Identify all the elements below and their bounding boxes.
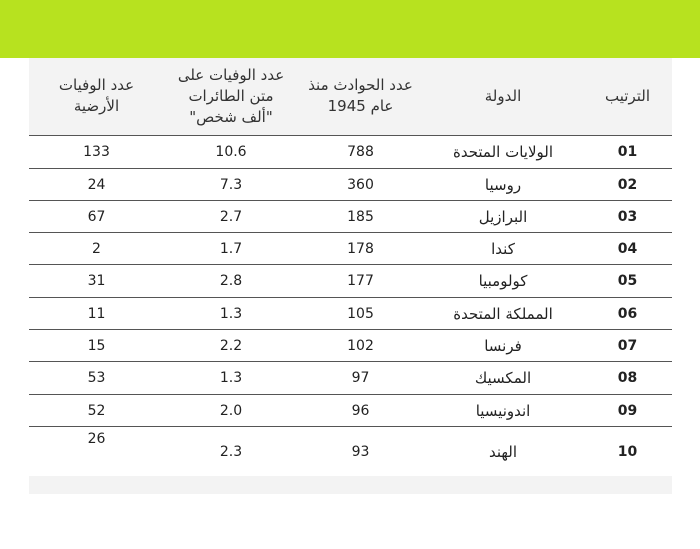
table-row [29,201,672,232]
cell-country: الولايات المتحدة [452,143,554,161]
cell-ground-deaths: 26 [87,431,106,447]
cell-country: كندا [491,239,515,258]
cell-rank: 01 [617,144,638,160]
cell-ground-deaths: 24 [87,176,106,193]
cell-rank: 07 [617,337,638,354]
table-row [29,233,672,264]
cell-onboard-deaths: 2.8 [219,273,243,289]
cell-accidents: 93 [351,443,370,460]
cell-country: المكسيك [474,369,532,387]
cell-accidents: 102 [347,337,374,354]
header-country: الدولة [484,86,522,105]
cell-country: كولومبيا [478,272,528,290]
header-ground-deaths: عدد الوفيات الأرضية [58,76,135,115]
cell-ground-deaths: 31 [87,273,106,289]
cell-onboard-deaths: 2.7 [219,208,243,225]
cell-onboard-deaths: 1.3 [219,305,243,322]
cell-rank: 03 [617,208,638,225]
cell-rank: 09 [617,402,638,419]
cell-ground-deaths: 52 [87,402,106,419]
cell-country: المملكة المتحدة [453,304,553,323]
table-row [29,330,672,361]
cell-country: البرازيل [478,207,528,226]
cell-rank: 06 [617,305,638,322]
table-row [29,395,672,426]
table-row [29,298,672,329]
cell-onboard-deaths: 7.3 [219,176,243,193]
statistics-table [29,58,672,494]
accent-top-bar [0,0,700,58]
cell-onboard-deaths: 1.3 [219,370,243,386]
table-row [29,427,672,476]
cell-onboard-deaths: 2.0 [219,402,243,419]
cell-onboard-deaths: 2.2 [219,337,243,354]
table-row [29,265,672,297]
cell-rank: 08 [617,370,638,386]
cell-accidents: 177 [347,273,374,289]
cell-ground-deaths: 2 [92,240,101,257]
cell-country: الهند [488,442,518,461]
cell-accidents: 788 [347,144,374,160]
cell-ground-deaths: 53 [87,370,106,386]
table-row [29,362,672,394]
cell-accidents: 96 [351,402,370,419]
cell-rank: 04 [617,240,638,257]
cell-ground-deaths: 11 [87,305,106,322]
cell-onboard-deaths: 10.6 [215,144,247,160]
cell-ground-deaths: 133 [83,144,110,160]
cell-accidents: 185 [347,208,374,225]
cell-ground-deaths: 67 [87,208,106,225]
header-accidents: عدد الحوادث منذ عام 1945 [308,76,413,115]
header-rank: الترتيب [605,86,650,105]
cell-country: فرنسا [484,336,522,355]
cell-onboard-deaths: 1.7 [219,240,243,257]
table-row [29,136,672,168]
cell-country: اندونيسيا [475,401,531,420]
cell-accidents: 360 [347,176,374,193]
header-onboard-deaths: عدد الوفيات على متن الطائرات "ألف شخص" [177,65,285,126]
cell-rank: 10 [617,443,638,460]
cell-accidents: 105 [347,305,374,322]
cell-ground-deaths: 15 [87,337,106,354]
cell-accidents: 97 [351,370,370,386]
cell-country: روسيا [484,175,522,194]
cell-onboard-deaths: 2.3 [219,443,243,460]
cell-rank: 05 [617,273,638,289]
cell-accidents: 178 [347,240,374,257]
cell-rank: 02 [617,176,638,193]
table-header-row [29,58,672,134]
table-row [29,169,672,200]
